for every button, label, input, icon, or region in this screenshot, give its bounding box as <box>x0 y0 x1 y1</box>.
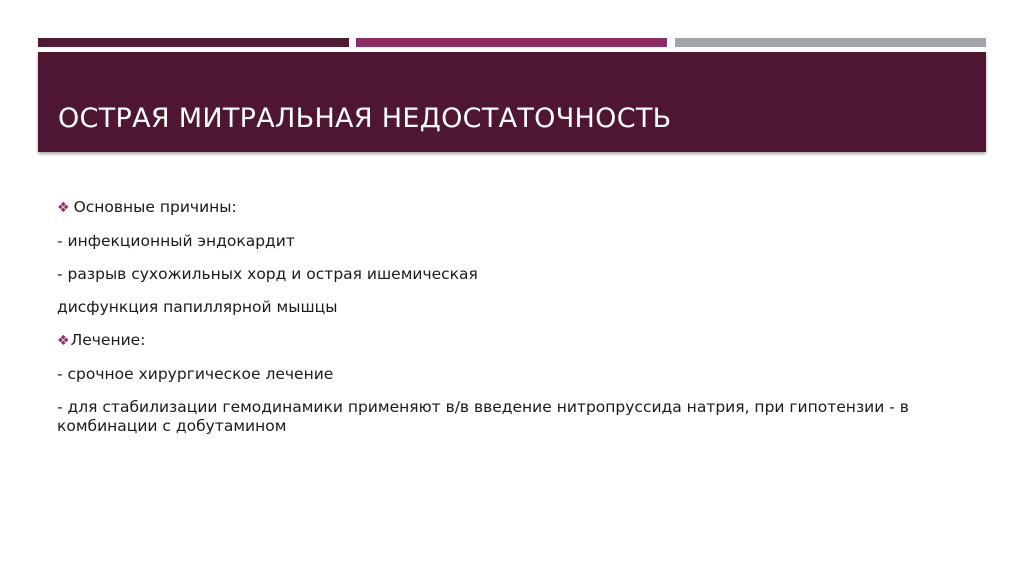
decorative-top-bars <box>38 38 986 47</box>
cause-item-1: - инфекционный эндокардит <box>57 232 295 250</box>
slide-title: ОСТРАЯ МИТРАЛЬНАЯ НЕДОСТАТОЧНОСТЬ <box>58 103 672 134</box>
treatment-heading: Лечение: <box>70 331 146 349</box>
treatment-item-1: - срочное хирургическое лечение <box>57 365 334 383</box>
slide-body <box>57 198 967 450</box>
title-band <box>38 52 986 152</box>
top-bar-dark <box>38 38 349 47</box>
diamond-bullet-icon: ❖ <box>57 200 70 216</box>
cause-item-2-line-2: дисфункция папиллярной мышцы <box>57 298 338 316</box>
causes-heading-line <box>57 198 967 218</box>
causes-heading: Основные причины: <box>73 198 237 216</box>
top-bar-gray <box>675 38 986 47</box>
treatment-heading-line <box>57 331 967 351</box>
top-bar-magenta <box>356 38 667 47</box>
treatment-item-2: - для стабилизации гемодинамики применяют в/в введение нитропруссида натрия, при гипотензии - в комбинации с добутамином <box>57 398 909 435</box>
cause-item-2-line-1: - разрыв сухожильных хорд и острая ишемическая <box>57 265 478 283</box>
diamond-bullet-icon: ❖ <box>57 333 70 349</box>
